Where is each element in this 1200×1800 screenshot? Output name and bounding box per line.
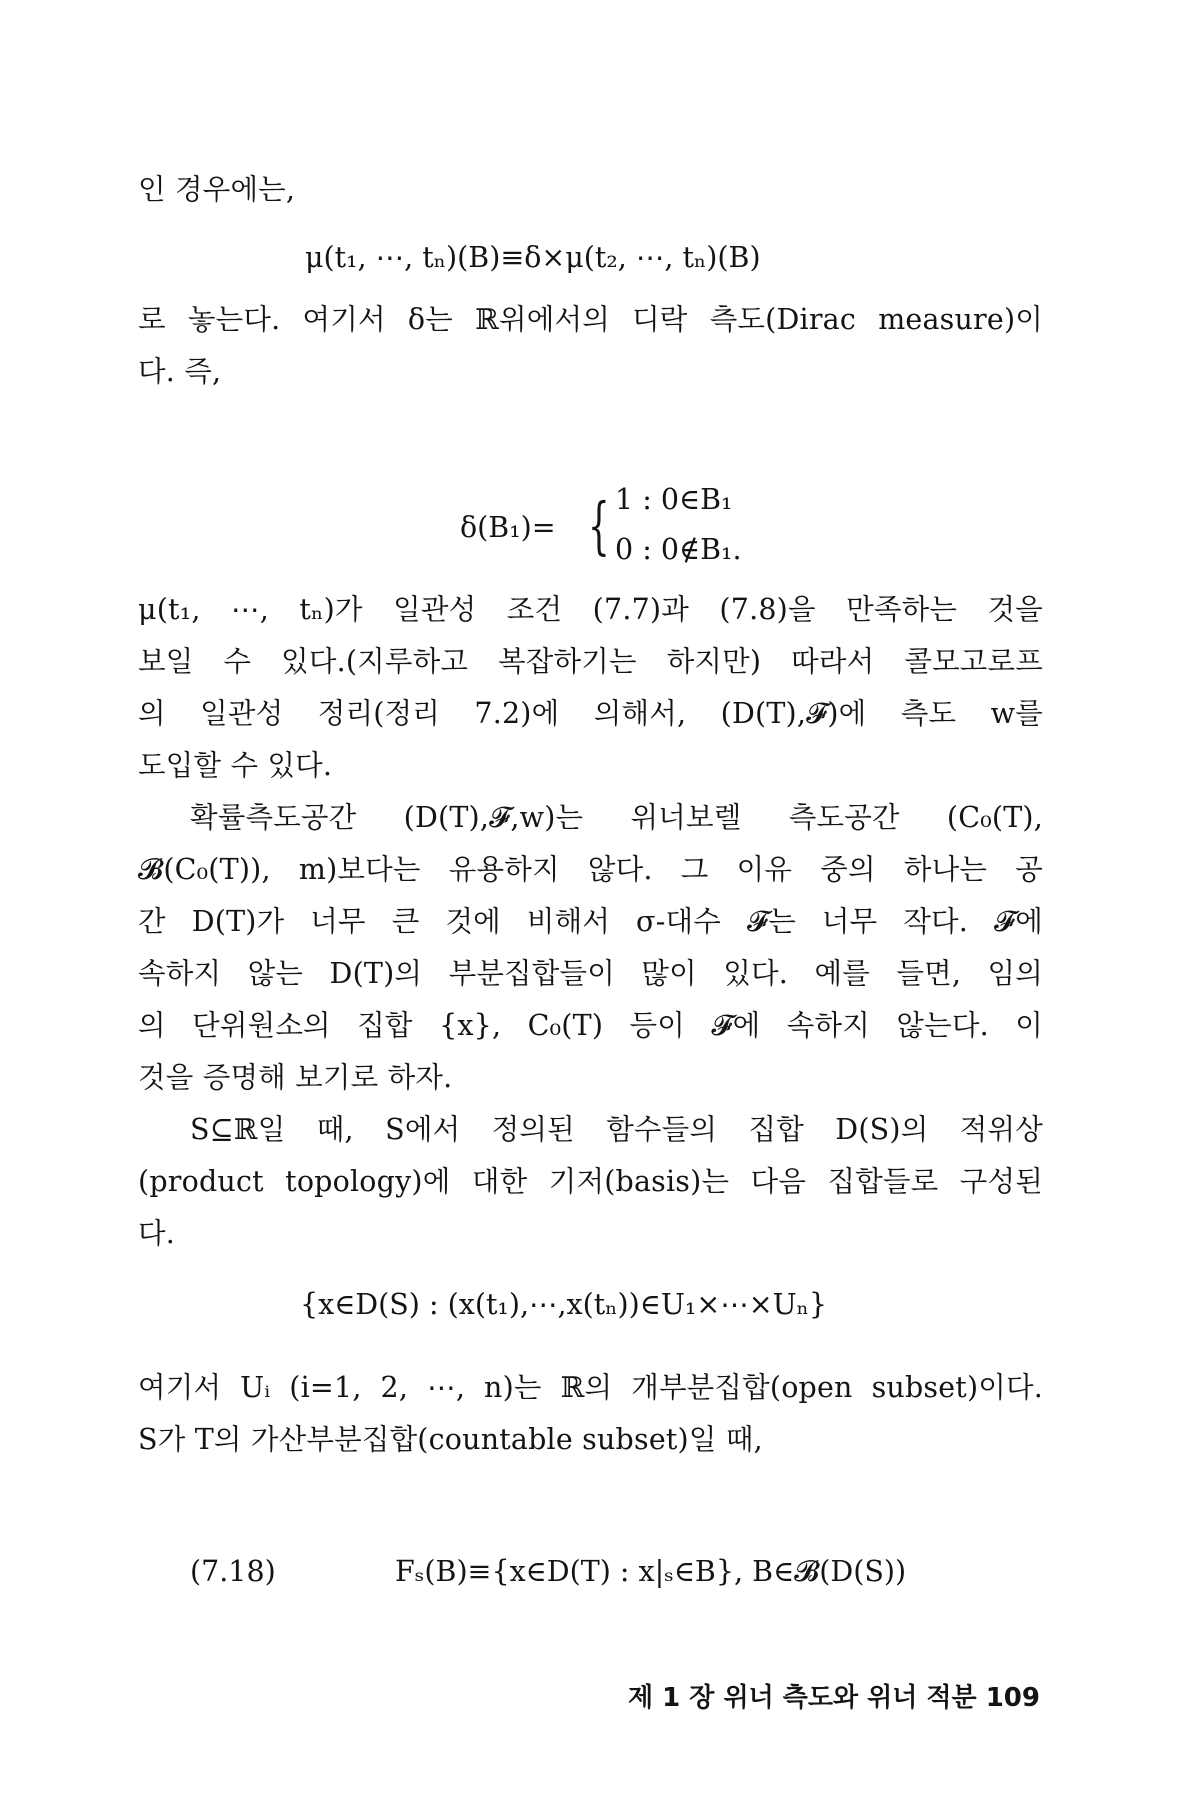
text-line-1: 인 경우에는, (138, 173, 296, 206)
text-line-6: 의 일관성 정리(정리 7.2)에 의해서, (D(T),𝓕)에 측도 w를 (138, 697, 1043, 730)
text-line-3: 다. 즉, (138, 355, 222, 388)
equation-number: (7.18) (190, 1555, 276, 1588)
equation-basis-set: {x∈D(S) : (x(t₁),⋯,x(tₙ))∈U₁×⋯×Uₙ} (300, 1288, 828, 1321)
text-line-13: 것을 증명해 보기로 하자. (138, 1061, 453, 1094)
equation-mu-definition: μ(t₁, ⋯, tₙ)(B)≡δ×μ(t₂, ⋯, tₙ)(B) (305, 241, 761, 274)
text-line-5: 보일 수 있다.(지루하고 복잡하기는 하지만) 따라서 콜모고로프 (138, 645, 1043, 678)
text-line-12: 의 단위원소의 집합 {x}, C₀(T) 등이 𝓕에 속하지 않는다. 이 (138, 1009, 1043, 1042)
text-line-15: (product topology)에 대한 기저(basis)는 다음 집합들로 구성된 (138, 1165, 1043, 1198)
text-line-4: μ(t₁, ⋯, tₙ)가 일관성 조건 (7.7)과 (7.8)을 만족하는 것을 (138, 593, 1043, 626)
text-line-2: 로 놓는다. 여기서 δ는 ℝ위에서의 디락 측도(Dirac measure)이 (138, 303, 1043, 336)
text-line-11: 속하지 않는 D(T)의 부분집합들이 많이 있다. 예를 들면, 임의 (138, 957, 1043, 990)
text-line-9: 𝓑(C₀(T)), m)보다는 유용하지 않다. 그 이유 중의 하나는 공 (138, 853, 1043, 886)
text-line-14: S⊆ℝ일 때, S에서 정의된 함수들의 집합 D(S)의 적위상 (190, 1113, 1043, 1146)
piecewise-case-2: 0 : 0∉B₁. (615, 533, 742, 566)
text-line-16: 다. (138, 1217, 175, 1250)
equation-7-18: Fₛ(B)≡{x∈D(T) : x|ₛ∈B}, B∈𝓑(D(S)) (395, 1555, 907, 1588)
page-footer: 제 1 장 위너 측도와 위너 적분 109 (627, 1683, 1040, 1713)
text-line-7: 도입할 수 있다. (138, 749, 333, 782)
equation-dirac-piecewise (460, 478, 860, 578)
text-line-8: 확률측도공간 (D(T),𝓕,w)는 위너보렐 측도공간 (C₀(T), (190, 801, 1043, 834)
piecewise-lhs: δ(B₁)= (460, 511, 556, 544)
text-line-10: 간 D(T)가 너무 큰 것에 비해서 σ-대수 𝓕는 너무 작다. 𝓕에 (138, 905, 1043, 938)
piecewise-case-1: 1 : 0∈B₁ (615, 483, 733, 516)
text-line-17: 여기서 Uᵢ (i=1, 2, ⋯, n)는 ℝ의 개부분집합(open subset)이다. (138, 1371, 1043, 1404)
piecewise-brace: { (588, 489, 610, 562)
text-line-18: S가 T의 가산부분집합(countable subset)일 때, (138, 1423, 763, 1456)
